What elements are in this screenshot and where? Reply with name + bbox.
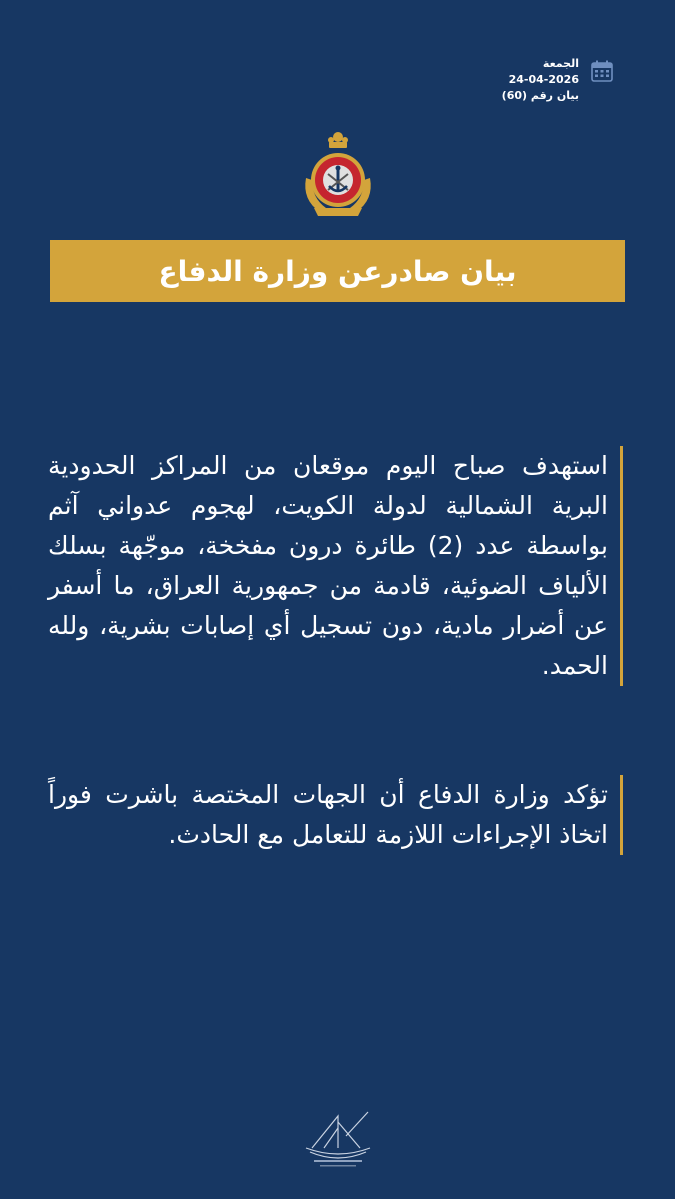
title-banner xyxy=(50,240,625,302)
date-label: 24-04-2026 xyxy=(508,73,579,86)
government-communication-logo xyxy=(300,1108,376,1172)
statement-paragraph-1: استهدف صباح اليوم موقعان من المراكز الحدودية البرية الشمالية لدولة الكويت، لهجوم عدواني آثم بواسطة عدد (2) طائرة درون مفخخة، موجّهة بسلك الألياف الضوئية، قادمة من جمهورية العراق، ما أسفر عن أضرار مادية، دون تسجيل أي إصابات بشرية، ولله الحمد. xyxy=(48,446,623,686)
statement-paragraph-2: تؤكد وزارة الدفاع أن الجهات المختصة باشرت فوراً اتخاذ الإجراءات اللازمة للتعامل مع الحادث. xyxy=(48,775,623,855)
calendar-icon xyxy=(591,60,613,82)
ministry-emblem xyxy=(298,128,378,220)
statement-meta xyxy=(502,56,579,104)
page-title: بيان صادرعن وزارة الدفاع xyxy=(158,254,517,288)
day-label: الجمعة xyxy=(542,57,579,70)
statement-number: بيان رقم (60) xyxy=(501,89,579,102)
